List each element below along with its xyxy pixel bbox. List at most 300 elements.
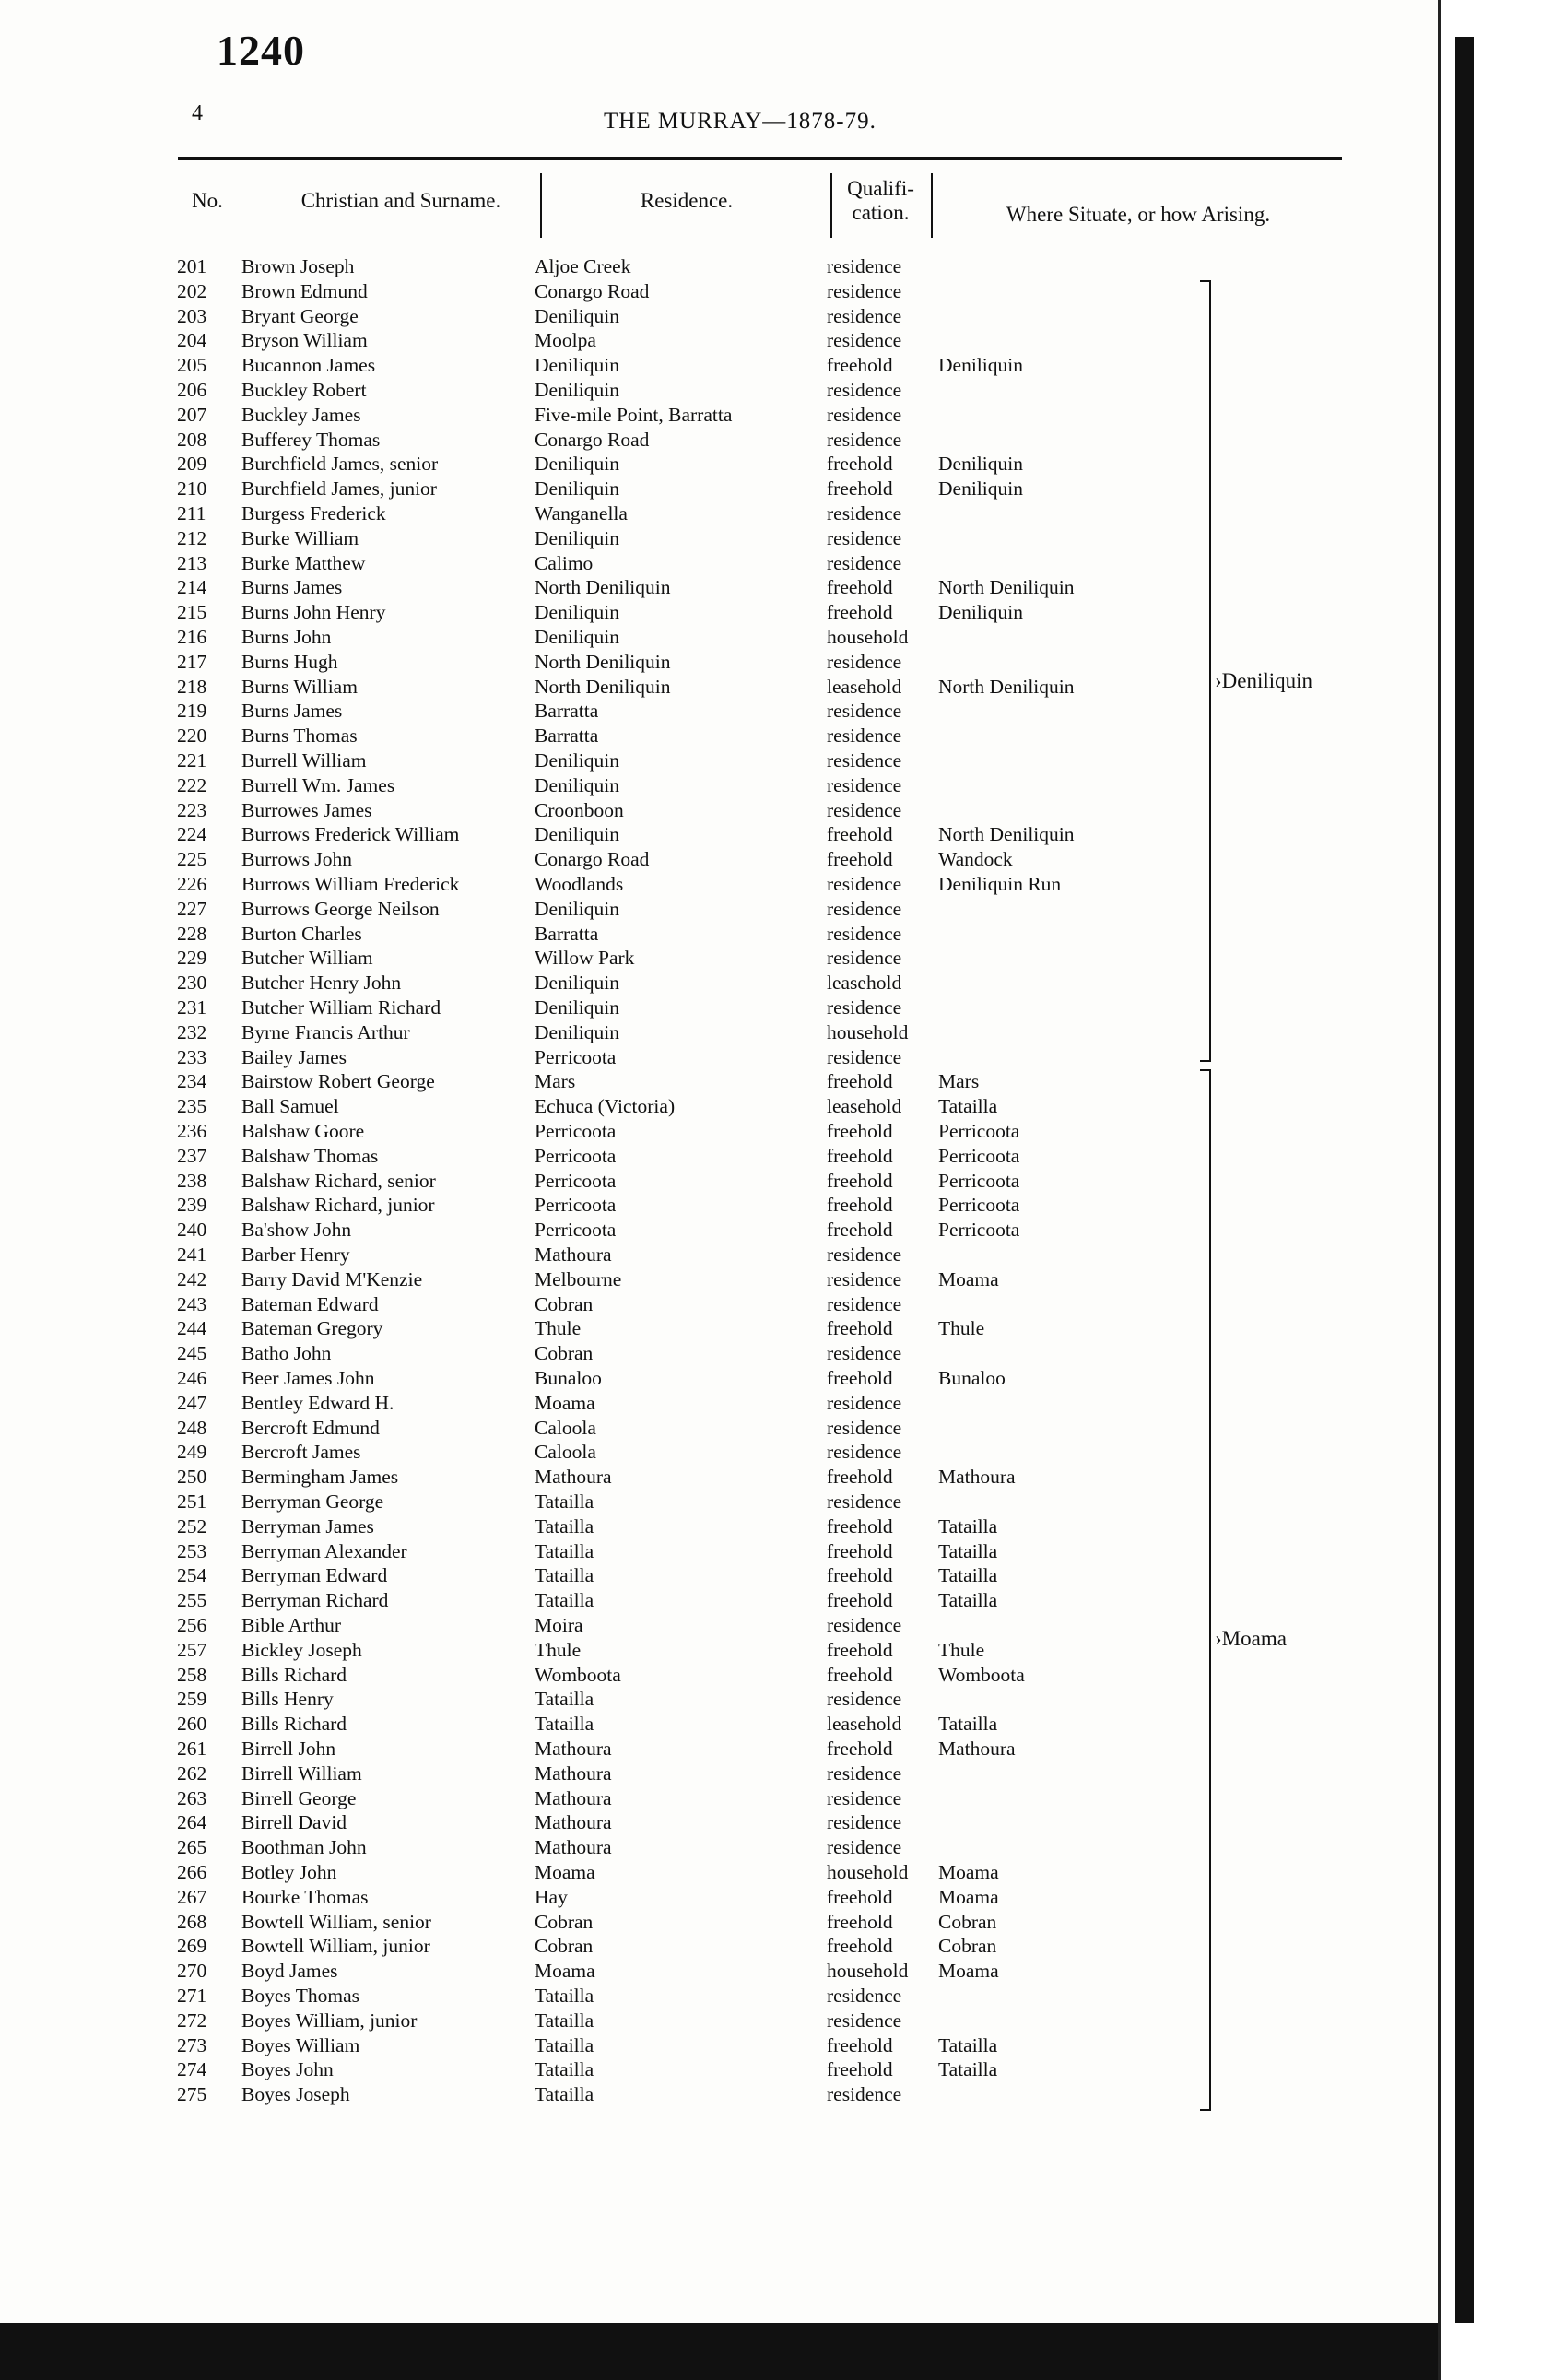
entry-number: 272 <box>177 2009 207 2032</box>
residence-cell: Moama <box>535 1391 595 1414</box>
table-row <box>0 1960 1290 1985</box>
qualification-cell: residence <box>827 551 902 574</box>
voter-name: Buckley Robert <box>241 379 367 401</box>
voter-name: Berryman Richard <box>241 1589 389 1612</box>
residence-cell: Tatailla <box>535 1985 594 2007</box>
col-header-residence: Residence. <box>640 189 734 212</box>
entry-number: 212 <box>177 526 207 549</box>
qualification-cell: residence <box>827 502 902 524</box>
voter-name: Brown Joseph <box>241 255 355 277</box>
entry-number: 216 <box>177 626 207 648</box>
residence-cell: Deniliquin <box>535 354 619 377</box>
qualification-cell: residence <box>827 773 902 796</box>
qualification-cell: residence <box>827 1416 902 1439</box>
voter-name: Birrell John <box>241 1738 336 1760</box>
entry-number: 207 <box>177 403 207 426</box>
table-row <box>0 1170 1290 1195</box>
residence-cell: Deniliquin <box>535 453 619 476</box>
where-situate-cell: Tatailla <box>938 1589 998 1612</box>
residence-cell: Tatailla <box>535 2033 594 2056</box>
entry-number: 209 <box>177 453 207 476</box>
voter-name: Berryman James <box>241 1514 374 1538</box>
where-situate-cell: Mars <box>938 1070 980 1093</box>
table-row <box>0 2034 1290 2059</box>
voter-name: Birrell George <box>241 1786 357 1809</box>
voter-name: Bateman Gregory <box>241 1317 383 1340</box>
voter-name: Beer James John <box>241 1367 375 1389</box>
where-situate-cell: Moama <box>938 1885 999 1908</box>
entry-number: 269 <box>177 1935 207 1958</box>
qualification-cell: leasehold <box>827 1095 902 1118</box>
table-row <box>0 676 1290 701</box>
page-number: 4 <box>192 101 203 125</box>
residence-cell: Deniliquin <box>535 304 619 327</box>
col-divider-1 <box>540 173 542 238</box>
table-row <box>0 1515 1290 1540</box>
table-row <box>0 923 1290 948</box>
voter-name: Boyes William, junior <box>241 2009 418 2032</box>
qualification-cell: household <box>827 1020 909 1043</box>
where-situate-cell: Tatailla <box>938 1514 998 1538</box>
entry-number: 228 <box>177 922 207 945</box>
qualification-cell: freehold <box>827 1144 893 1167</box>
voter-name: Burchfield James, junior <box>241 477 437 501</box>
stamp-number: 1240 <box>217 27 305 74</box>
qualification-cell: residence <box>827 1688 902 1711</box>
residence-cell: Deniliquin <box>535 823 619 846</box>
table-row <box>0 379 1290 404</box>
voter-name: Buckley James <box>241 403 361 426</box>
voter-name: Boyes Joseph <box>241 2083 350 2106</box>
residence-cell: Thule <box>535 1317 582 1340</box>
entry-number: 235 <box>177 1095 207 1118</box>
table-row <box>0 1713 1290 1738</box>
residence-cell: Echuca (Victoria) <box>535 1095 676 1118</box>
voter-name: Burrows John <box>241 848 353 871</box>
qualification-cell: residence <box>827 1045 902 1068</box>
table-row <box>0 1762 1290 1787</box>
qualification-cell: freehold <box>827 1219 893 1242</box>
voter-name: Boothman John <box>241 1836 367 1859</box>
qualification-cell: residence <box>827 379 902 401</box>
entry-number: 249 <box>177 1441 207 1464</box>
table-row <box>0 1911 1290 1936</box>
brace-deniliquin <box>1209 280 1211 1062</box>
entry-number: 219 <box>177 700 207 723</box>
entry-number: 217 <box>177 650 207 673</box>
entry-number: 275 <box>177 2083 207 2106</box>
voter-name: Berryman Alexander <box>241 1539 407 1562</box>
where-situate-cell: North Deniliquin <box>938 823 1075 846</box>
residence-cell: Woodlands <box>535 873 624 895</box>
qualification-cell: residence <box>827 1490 902 1513</box>
residence-cell: North Deniliquin <box>535 576 671 599</box>
residence-cell: Deniliquin <box>535 996 619 1019</box>
table-row <box>0 404 1290 429</box>
voter-name: Bible Arthur <box>241 1614 342 1636</box>
where-situate-cell: Moama <box>938 1960 999 1983</box>
table-row <box>0 651 1290 676</box>
table-row <box>0 972 1290 996</box>
residence-cell: Tatailla <box>535 2083 594 2106</box>
residence-cell: Mathoura <box>535 1786 612 1809</box>
qualification-cell: freehold <box>827 1120 893 1142</box>
entry-number: 231 <box>177 996 207 1019</box>
group-label-moama: ›Moama <box>1215 1627 1287 1650</box>
where-situate-cell: Thule <box>938 1638 985 1661</box>
table-row <box>0 1441 1290 1466</box>
entry-number: 258 <box>177 1663 207 1686</box>
where-situate-cell: Tatailla <box>938 2033 998 2056</box>
qualification-cell: residence <box>827 1441 902 1464</box>
entry-number: 256 <box>177 1614 207 1636</box>
table-row <box>0 477 1290 502</box>
residence-cell: Conargo Road <box>535 428 650 451</box>
table-row <box>0 823 1290 848</box>
voter-name: Bercroft James <box>241 1441 361 1464</box>
where-situate-cell: Perricoota <box>938 1219 1020 1242</box>
residence-cell: Tatailla <box>535 1564 594 1587</box>
brace-tick <box>1200 280 1211 282</box>
table-row <box>0 1886 1290 1911</box>
qualification-cell: residence <box>827 1614 902 1636</box>
table-row <box>0 1466 1290 1490</box>
entry-number: 230 <box>177 972 207 995</box>
table-row <box>0 354 1290 379</box>
where-situate-cell: Deniliquin <box>938 354 1023 377</box>
voter-name: Bryson William <box>241 329 368 352</box>
qualification-cell: residence <box>827 304 902 327</box>
residence-cell: Moama <box>535 1960 595 1983</box>
residence-cell: Mathoura <box>535 1811 612 1834</box>
qualification-cell: freehold <box>827 1738 893 1760</box>
voter-name: Berryman George <box>241 1490 384 1513</box>
qualification-cell: household <box>827 626 909 648</box>
voter-name: Burke Matthew <box>241 551 366 574</box>
where-situate-cell: Tataillа <box>938 1095 998 1118</box>
residence-cell: Perricoota <box>535 1219 617 1242</box>
entry-number: 229 <box>177 947 207 970</box>
residence-cell: Deniliquin <box>535 749 619 772</box>
voter-name: Bercroft Edmund <box>241 1416 380 1439</box>
table-row <box>0 502 1290 527</box>
table-row <box>0 453 1290 477</box>
voter-name: Bowtell William, senior <box>241 1910 431 1933</box>
qualification-cell: freehold <box>827 477 893 501</box>
table-row <box>0 1688 1290 1713</box>
residence-cell: Mathoura <box>535 1761 612 1785</box>
residence-cell: Five-mile Point, Barratta <box>535 403 733 426</box>
qualification-cell: freehold <box>827 1194 893 1217</box>
voter-name: Burns James <box>241 700 343 723</box>
where-situate-cell: Moama <box>938 1861 999 1883</box>
residence-cell: Womboota <box>535 1663 621 1686</box>
voter-name: Bourke Thomas <box>241 1885 369 1908</box>
table-row <box>0 1392 1290 1417</box>
voter-name: Botley John <box>241 1861 337 1883</box>
qualification-cell: residence <box>827 1243 902 1266</box>
col-divider-3 <box>931 173 933 238</box>
qualification-cell: residence <box>827 1786 902 1809</box>
qualification-cell: freehold <box>827 1935 893 1958</box>
voter-name: Bermingham James <box>241 1466 399 1489</box>
residence-cell: Mathoura <box>535 1738 612 1760</box>
entry-number: 224 <box>177 823 207 846</box>
col-header-no: No. <box>192 189 223 212</box>
residence-cell: Aljoe Creek <box>535 255 631 277</box>
residence-cell: Tatailla <box>535 1688 594 1711</box>
entry-number: 220 <box>177 725 207 748</box>
qualification-cell: freehold <box>827 453 893 476</box>
table-row <box>0 1145 1290 1170</box>
entry-number: 251 <box>177 1490 207 1513</box>
entry-number: 243 <box>177 1292 207 1315</box>
where-situate-cell: Womboota <box>938 1663 1025 1686</box>
voter-name: Birrell David <box>241 1811 347 1834</box>
table-row <box>0 1046 1290 1071</box>
qualification-cell: freehold <box>827 1589 893 1612</box>
entry-number: 246 <box>177 1367 207 1389</box>
residence-cell: Deniliquin <box>535 773 619 796</box>
voter-name: Balshaw Richard, junior <box>241 1194 435 1217</box>
entry-number: 263 <box>177 1786 207 1809</box>
table-row <box>0 1935 1290 1960</box>
qualification-cell: household <box>827 1861 909 1883</box>
voter-name: Burton Charles <box>241 922 362 945</box>
entry-number: 270 <box>177 1960 207 1983</box>
voter-name: Barber Henry <box>241 1243 350 1266</box>
entry-number: 257 <box>177 1638 207 1661</box>
qualification-cell: residence <box>827 700 902 723</box>
entry-number: 206 <box>177 379 207 401</box>
qualification-cell: leasehold <box>827 1713 902 1736</box>
entry-number: 271 <box>177 1985 207 2007</box>
voter-name: Burrell William <box>241 749 367 772</box>
table-row <box>0 1490 1290 1515</box>
entry-number: 250 <box>177 1466 207 1489</box>
qualification-cell: freehold <box>827 1070 893 1093</box>
entry-number: 259 <box>177 1688 207 1711</box>
qualification-cell: freehold <box>827 1317 893 1340</box>
entry-number: 273 <box>177 2033 207 2056</box>
entry-number: 215 <box>177 601 207 624</box>
voter-name: Burrows William Frederick <box>241 873 460 895</box>
qualification-cell: freehold <box>827 601 893 624</box>
residence-cell: Caloola <box>535 1441 596 1464</box>
qualification-cell: freehold <box>827 2058 893 2081</box>
residence-cell: Conargo Road <box>535 848 650 871</box>
adjacent-page-edge <box>1438 0 1553 2380</box>
entry-number: 266 <box>177 1861 207 1883</box>
residence-cell: Perricoota <box>535 1194 617 1217</box>
qualification-cell: freehold <box>827 576 893 599</box>
table-row <box>0 255 1290 280</box>
residence-cell: Conargo Road <box>535 279 650 302</box>
qualification-cell: freehold <box>827 1638 893 1661</box>
residence-cell: Willow Park <box>535 947 635 970</box>
voter-name: Burchfield James, senior <box>241 453 439 476</box>
entry-number: 214 <box>177 576 207 599</box>
entry-number: 267 <box>177 1885 207 1908</box>
qualification-cell: residence <box>827 1761 902 1785</box>
table-row <box>0 2083 1290 2108</box>
table-row <box>0 947 1290 972</box>
voter-name: Boyes Thomas <box>241 1985 360 2007</box>
entry-number: 268 <box>177 1910 207 1933</box>
voter-name: Butcher Henry John <box>241 972 402 995</box>
residence-cell: Cobran <box>535 1910 594 1933</box>
entry-number: 234 <box>177 1070 207 1093</box>
table-row <box>0 601 1290 626</box>
qualification-cell: freehold <box>827 1910 893 1933</box>
table-row <box>0 1589 1290 1614</box>
entry-number: 254 <box>177 1564 207 1587</box>
voter-name: Burrows George Neilson <box>241 897 440 920</box>
brace-tick <box>1200 1060 1211 1062</box>
where-situate-cell: Perricoota <box>938 1120 1020 1142</box>
entry-number: 252 <box>177 1514 207 1538</box>
entry-number: 262 <box>177 1761 207 1785</box>
entry-number: 203 <box>177 304 207 327</box>
where-situate-cell: Deniliquin <box>938 477 1023 501</box>
entry-number: 202 <box>177 279 207 302</box>
table-row <box>0 1639 1290 1664</box>
entry-number: 239 <box>177 1194 207 1217</box>
where-situate-cell: Perricoota <box>938 1194 1020 1217</box>
qualification-cell: freehold <box>827 1367 893 1389</box>
qualification-cell: freehold <box>827 1466 893 1489</box>
voter-name: Bills Richard <box>241 1663 347 1686</box>
residence-cell: Calimo <box>535 551 594 574</box>
entry-number: 261 <box>177 1738 207 1760</box>
table-row <box>0 1021 1290 1046</box>
qualification-cell: freehold <box>827 1885 893 1908</box>
running-title: THE MURRAY—1878-79. <box>604 109 877 134</box>
where-situate-cell: Tatailla <box>938 1539 998 1562</box>
qualification-cell: residence <box>827 1985 902 2007</box>
entry-number: 201 <box>177 255 207 277</box>
table-row <box>0 848 1290 873</box>
residence-cell: Cobran <box>535 1935 594 1958</box>
col-header-qualification: Qualifi- cation. <box>847 177 914 224</box>
voter-name: Bucannon James <box>241 354 376 377</box>
where-situate-cell: Mathoura <box>938 1738 1016 1760</box>
residence-cell: Caloola <box>535 1416 596 1439</box>
entry-number: 247 <box>177 1391 207 1414</box>
table-row <box>0 576 1290 601</box>
qualification-cell: residence <box>827 279 902 302</box>
qualification-cell: residence <box>827 725 902 748</box>
voter-name: Berryman Edward <box>241 1564 388 1587</box>
residence-cell: Tatailla <box>535 1539 594 1562</box>
table-row <box>0 1811 1290 1836</box>
voter-name: Bills Henry <box>241 1688 334 1711</box>
residence-cell: Mathoura <box>535 1243 612 1266</box>
where-situate-cell: Perricoota <box>938 1169 1020 1192</box>
entry-number: 253 <box>177 1539 207 1562</box>
voter-name: Balshaw Thomas <box>241 1144 379 1167</box>
residence-cell: Cobran <box>535 1342 594 1365</box>
qualification-cell: residence <box>827 996 902 1019</box>
qualification-cell: residence <box>827 1292 902 1315</box>
table-row <box>0 1861 1290 1886</box>
qualification-cell: residence <box>827 798 902 821</box>
table-row <box>0 1095 1290 1120</box>
voter-name: Balshaw Goore <box>241 1120 365 1142</box>
qualification-cell: residence <box>827 897 902 920</box>
residence-cell: Deniliquin <box>535 972 619 995</box>
qualification-cell: freehold <box>827 2033 893 2056</box>
where-situate-cell: Deniliquin <box>938 453 1023 476</box>
voter-name: Burrowes James <box>241 798 372 821</box>
voter-name: Butcher William <box>241 947 373 970</box>
residence-cell: Barratta <box>535 922 599 945</box>
qualification-cell: freehold <box>827 1539 893 1562</box>
table-row <box>0 1614 1290 1639</box>
table-row <box>0 626 1290 651</box>
entry-number: 244 <box>177 1317 207 1340</box>
table-row <box>0 1070 1290 1095</box>
table-row <box>0 1243 1290 1268</box>
table-row <box>0 429 1290 454</box>
where-situate-cell: North Deniliquin <box>938 675 1075 698</box>
residence-cell: Barratta <box>535 700 599 723</box>
table-row <box>0 1194 1290 1219</box>
qualification-cell: freehold <box>827 848 893 871</box>
residence-cell: Mathoura <box>535 1466 612 1489</box>
qualification-cell: freehold <box>827 1663 893 1686</box>
binding-shadow <box>1455 37 1474 2323</box>
qualification-cell: leasehold <box>827 972 902 995</box>
voter-name: Burns John Henry <box>241 601 386 624</box>
entry-number: 242 <box>177 1267 207 1290</box>
voter-name: Boyes John <box>241 2058 334 2081</box>
where-situate-cell: Wandock <box>938 848 1013 871</box>
residence-cell: Tatailla <box>535 1713 594 1736</box>
where-situate-cell: Cobran <box>938 1910 997 1933</box>
residence-cell: Deniliquin <box>535 526 619 549</box>
entry-number: 240 <box>177 1219 207 1242</box>
where-situate-cell: Tatailla <box>938 1564 998 1587</box>
brace-moama <box>1209 1069 1211 2111</box>
where-situate-cell: Deniliquin Run <box>938 873 1062 895</box>
residence-cell: Tatailla <box>535 1589 594 1612</box>
voter-name: Bills Richard <box>241 1713 347 1736</box>
table-row <box>0 749 1290 774</box>
qualification-cell: residence <box>827 922 902 945</box>
voter-name: Burrows Frederick William <box>241 823 460 846</box>
table-row <box>0 552 1290 577</box>
where-situate-cell: Mathoura <box>938 1466 1016 1489</box>
table-row <box>0 1293 1290 1318</box>
table-row <box>0 725 1290 749</box>
qualification-cell: residence <box>827 1342 902 1365</box>
entry-number: 241 <box>177 1243 207 1266</box>
where-situate-cell: Thule <box>938 1317 985 1340</box>
entry-number: 222 <box>177 773 207 796</box>
entry-number: 248 <box>177 1416 207 1439</box>
table-row <box>0 1367 1290 1392</box>
table-row <box>0 1120 1290 1145</box>
residence-cell: Deniliquin <box>535 379 619 401</box>
voter-name: Batho John <box>241 1342 332 1365</box>
table-row <box>0 1417 1290 1442</box>
residence-cell: Deniliquin <box>535 897 619 920</box>
residence-cell: North Deniliquin <box>535 650 671 673</box>
qualification-cell: residence <box>827 1836 902 1859</box>
voter-name: Bairstow Robert George <box>241 1070 435 1093</box>
header-rule <box>178 157 1342 160</box>
